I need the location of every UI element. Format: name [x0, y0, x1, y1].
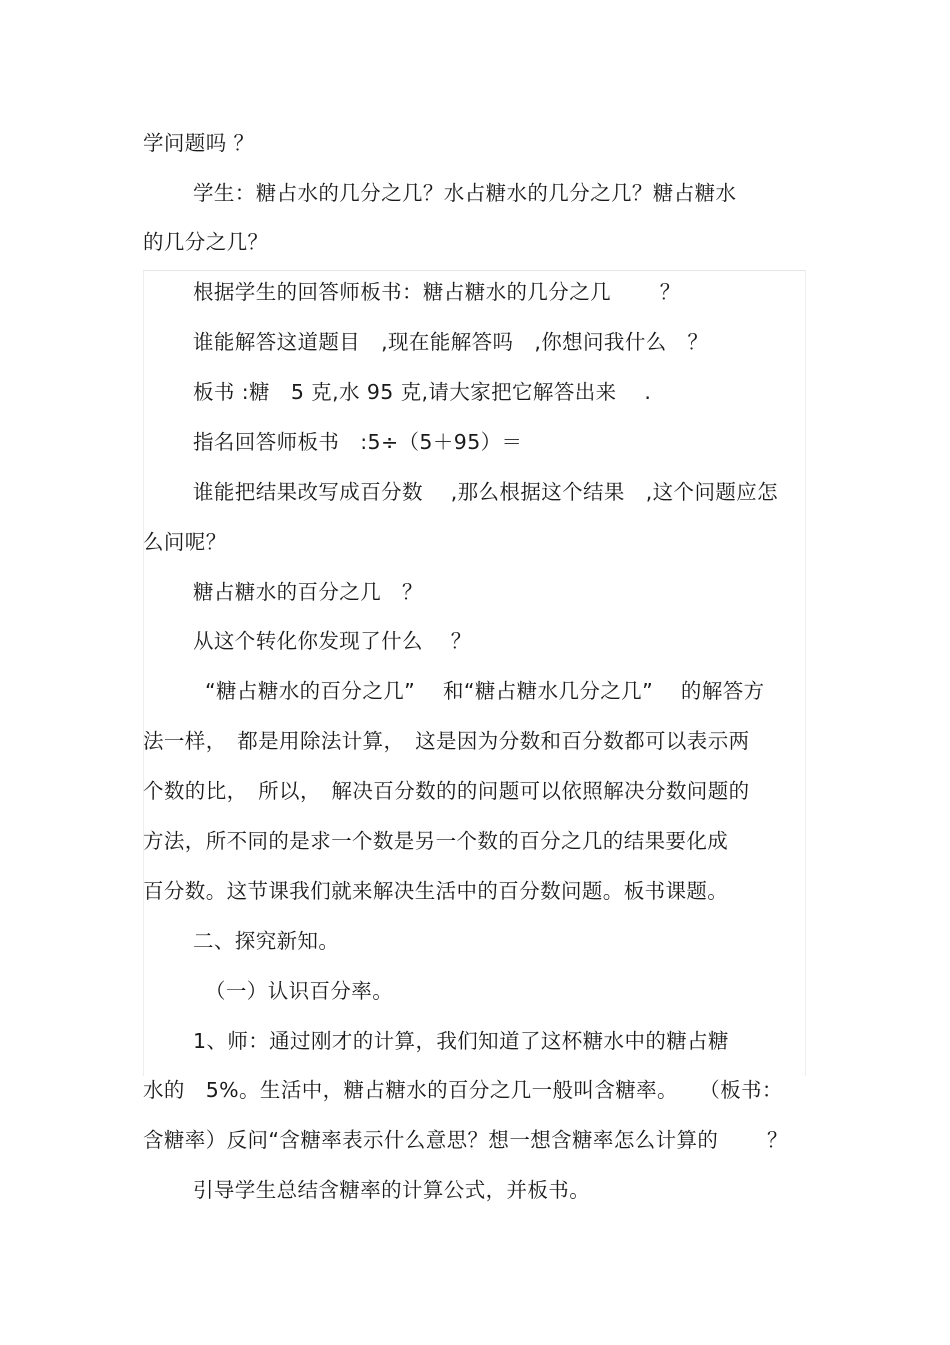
paragraph-line: 百分数。这节课我们就来解决生活中的百分数问题。板书课题。 — [143, 879, 729, 903]
paragraph-line: 指名回答师板书 :5÷（5＋95）＝ — [193, 430, 523, 454]
paragraph-line: 学生：糖占水的几分之几？水占糖水的几分之几？糖占糖水 — [193, 181, 737, 205]
paragraph-line: 的几分之几？ — [143, 230, 269, 254]
paragraph-line: 从这个转化你发现了什么 ？ — [193, 629, 472, 653]
section-heading: 二、探究新知。 — [193, 929, 340, 953]
paragraph-line: 方法，所不同的是求一个数是另一个数的百分之几的结果要化成 — [143, 829, 729, 853]
paragraph-line: 谁能解答这道题目 ,现在能解答吗 ,你想问我什么 ？ — [193, 330, 709, 354]
paragraph-line: 么问呢？ — [143, 530, 227, 554]
paragraph-line: 根据学生的回答师板书：糖占糖水的几分之几 ？ — [193, 280, 681, 304]
paragraph-line: “糖占糖水的百分之几” 和“糖占糖水几分之几” 的解答方 — [205, 679, 765, 703]
subsection-heading: （一）认识百分率。 — [205, 979, 394, 1003]
paragraph-line: 学问题吗 ？ — [143, 131, 255, 155]
paragraph-line: 个数的比， 所以， 解决百分数的的问题可以依照解决分数问题的 — [143, 779, 750, 803]
paragraph-line: 谁能把结果改写成百分数 ,那么根据这个结果 ,这个问题应怎 — [193, 480, 779, 504]
paragraph-line: 水的 5%。生活中，糖占糖水的百分之几一般叫含糖率。 （板书： — [143, 1078, 783, 1102]
paragraph-line: 含糖率）反问“含糖率表示什么意思？想一想含糖率怎么计算的 ？ — [143, 1128, 788, 1152]
paragraph-line: 1、师：通过刚才的计算，我们知道了这杯糖水中的糖占糖 — [193, 1029, 729, 1053]
paragraph-line: 法一样， 都是用除法计算， 这是因为分数和百分数都可以表示两 — [143, 729, 750, 753]
paragraph-line: 引导学生总结含糖率的计算公式，并板书。 — [193, 1178, 591, 1202]
paragraph-line: 糖占糖水的百分之几 ？ — [193, 580, 423, 604]
paragraph-line: 板书 :糖 5 克,水 95 克,请大家把它解答出来 . — [193, 380, 652, 404]
